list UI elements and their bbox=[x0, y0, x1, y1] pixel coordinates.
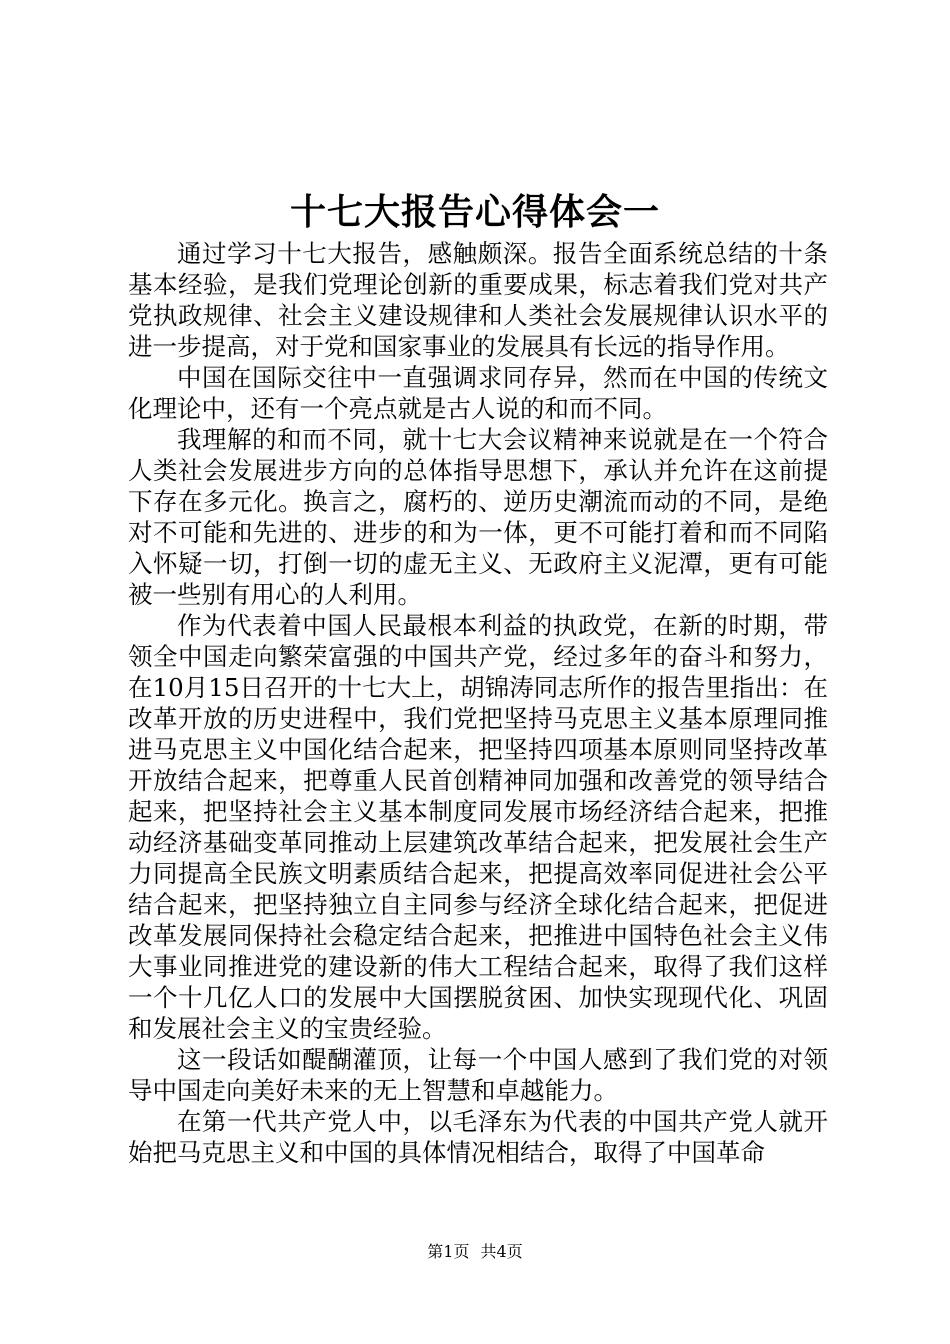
page-footer bbox=[0, 1242, 950, 1262]
page-total: 共4页 bbox=[480, 1242, 523, 1261]
paragraph: 这一段话如醍醐灌顶，让每一个中国人感到了我们党的对领导中国走向美好未来的无上智慧和卓越能力。 bbox=[128, 1045, 828, 1105]
document-title: 十七大报告心得体会一 bbox=[289, 191, 660, 233]
paragraph: 通过学习十七大报告，感触颇深。报告全面系统总结的十条基本经验，是我们党理论创新的重要成果，标志着我们党对共产党执政规律、社会主义建设规律和人类社会发展规律认识水平的进一步提高，对于党和国家事业的发展具有长远的指导作用。 bbox=[128, 239, 828, 361]
document-body bbox=[128, 238, 828, 1168]
paragraph: 我理解的和而不同，就十七大会议精神来说就是在一个符合人类社会发展进步方向的总体指导思想下，承认并允许在这前提下存在多元化。换言之，腐朽的、逆历史潮流而动的不同，是绝对不可能和先进的、进步的和为一体，更不可能打着和而不同陷入怀疑一切，打倒一切的虚无主义、无政府主义泥潭，更有可能被一些别有用心的人利用。 bbox=[128, 425, 828, 609]
page-number: 第1页 bbox=[427, 1242, 470, 1261]
paragraph: 作为代表着中国人民最根本利益的执政党，在新的时期，带领全中国走向繁荣富强的中国共产党，经过多年的奋斗和努力，在10月15日召开的十七大上，胡锦涛同志所作的报告里指出：在改革开放的历史进程中，我们党把坚持马克思主义基本原理同推进马克思主义中国化结合起来，把坚持四项基本原则同坚持改革开放结合起来，把尊重人民首创精神同加强和改善党的领导结合起来，把坚持社会主义基本制度同发展市场经济结合起来，把推动经济基础变革同推动上层建筑改革结合起来，把发展社会生产力同提高全民族文明素质结合起来，把提高效率同促进社会公平结合起来，把坚持独立自主同参与经济全球化结合起来，把促进改革发展同保持社会稳定结合起来，把推进中国特色社会主义伟大事业同推进党的建设新的伟大工程结合起来，取得了我们这样一个十几亿人口的发展中大国摆脱贫困、加快实现现代化、巩固和发展社会主义的宝贵经验。 bbox=[128, 611, 828, 1043]
paragraph: 中国在国际交往中一直强调求同存异，然而在中国的传统文化理论中，还有一个亮点就是古人说的和而不同。 bbox=[128, 363, 828, 423]
paragraph: 在第一代共产党人中，以毛泽东为代表的中国共产党人就开始把马克思主义和中国的具体情况相结合，取得了中国革命 bbox=[128, 1107, 828, 1167]
